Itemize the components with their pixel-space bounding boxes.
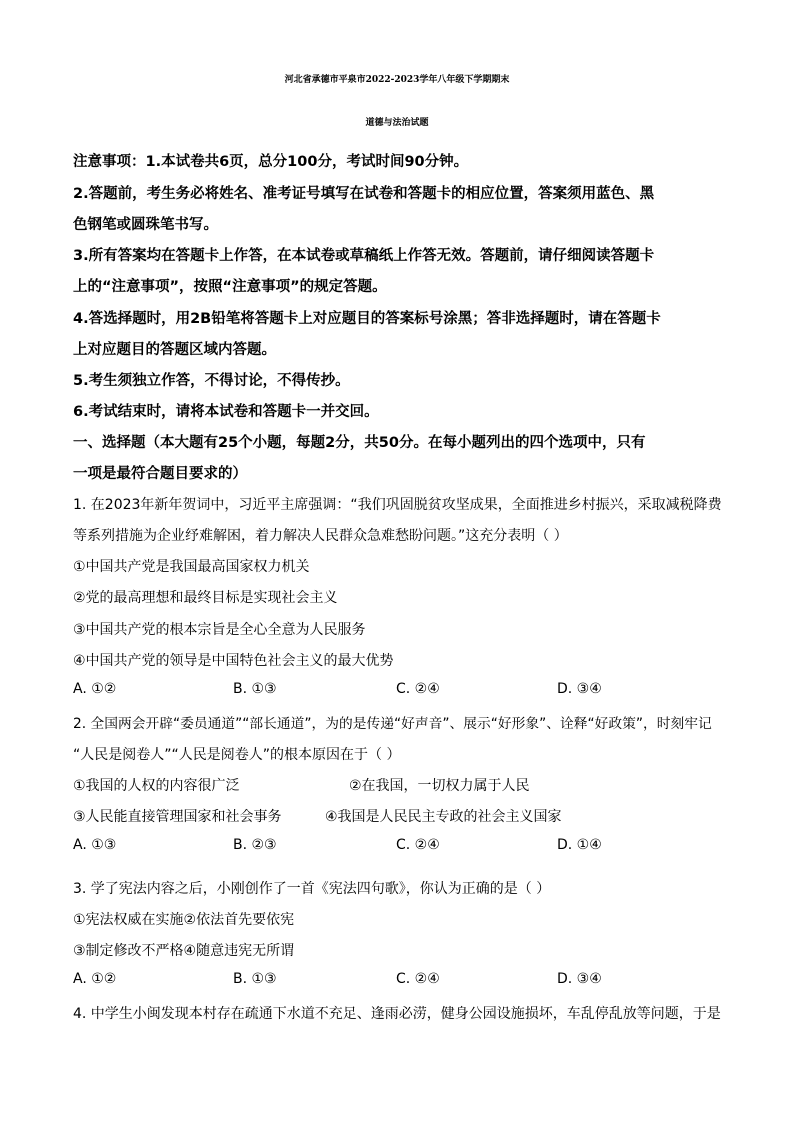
question-1-option-b: B. ①③ — [233, 681, 277, 697]
notice-line: 2.答题前，考生务必将姓名、准考证号填写在试卷和答题卡的相应位置，答案须用蓝色、黑 — [73, 186, 655, 202]
question-3-option-d: D. ③④ — [557, 971, 602, 987]
notice-line: 上对应题目的答题区域内答题。 — [73, 342, 276, 358]
exam-title: 河北省承德市平泉市2022-2023学年八年级下学期期末 — [284, 75, 510, 85]
question-3-option-c: C. ②④ — [396, 971, 440, 987]
question-1-option-d: D. ③④ — [557, 681, 602, 697]
notice-line: 6.考试结束时，请将本试卷和答题卡一并交回。 — [73, 404, 379, 420]
notice-line: 注意事项：1.本试卷共6页，总分100分，考试时间90分钟。 — [73, 154, 469, 170]
question-1-statement: ③中国共产党的根本宗旨是全心全意为人民服务 — [73, 622, 366, 638]
section-heading: 一项是最符合题目要求的） — [73, 466, 247, 482]
question-1-statement: ①中国共产党是我国最高国家权力机关 — [73, 559, 310, 575]
notice-line: 色钢笔或圆珠笔书写。 — [73, 217, 218, 233]
question-1-option-a: A. ①② — [73, 681, 117, 697]
section-heading: 一、选择题（本大题有25个小题，每题2分，共50分。在每小题列出的四个选项中，只有 — [73, 435, 646, 451]
question-2-option-a: A. ①③ — [73, 837, 117, 853]
question-1-statement: ②党的最高理想和最终目标是实现社会主义 — [73, 590, 338, 606]
question-1-stem: 等系列措施为企业纾难解困，着力解决人民群众急难愁盼问题。”这充分表明（ ） — [73, 528, 568, 544]
question-1-stem: 1. 在2023年新年贺词中，习近平主席强调：“我们巩固脱贫攻坚成果，全面推进乡村振兴，采取减税降费 — [73, 497, 722, 513]
notice-line: 上的“注意事项”，按照“注意事项”的规定答题。 — [73, 279, 387, 295]
exam-subtitle: 道德与法治试题 — [365, 118, 429, 128]
question-2-option-c: C. ②④ — [396, 837, 440, 853]
question-3-statement: ③制定修改不严格④随意违宪无所谓 — [73, 943, 295, 959]
question-2-statement: ③人民能直接管理国家和社会事务 — [73, 809, 282, 825]
question-2-statement: ④我国是人民民主专政的社会主义国家 — [325, 809, 562, 825]
question-2-statement: ①我国的人权的内容很广泛 — [73, 778, 240, 794]
notice-line: 5.考生须独立作答，不得讨论，不得传抄。 — [73, 373, 350, 389]
question-2-option-b: B. ②③ — [233, 837, 277, 853]
question-2-stem: 2. 全国两会开辟“委员通道”“部长通道”，为的是传递“好声音”、展示“好形象”、诠释“好政策”，时刻牢记 — [73, 716, 712, 732]
question-3-option-b: B. ①③ — [233, 971, 277, 987]
notice-line: 3.所有答案均在答题卡上作答，在本试卷或草稿纸上作答无效。答题前，请仔细阅读答题卡 — [73, 248, 655, 264]
question-3-option-a: A. ①② — [73, 971, 117, 987]
notice-line: 4.答选择题时，用2B铅笔将答题卡上对应题目的答案标号涂黑；答非选择题时，请在答题卡 — [73, 311, 661, 327]
question-3-stem: 3. 学了宪法内容之后，小刚创作了一首《宪法四句歌》，你认为正确的是（ ） — [73, 881, 551, 897]
question-3-statement: ①宪法权威在实施②依法首先要依宪 — [73, 912, 295, 928]
question-1-option-c: C. ②④ — [396, 681, 440, 697]
question-2-stem: “人民是阅卷人”“人民是阅卷人”的根本原因在于（ ） — [73, 747, 401, 763]
question-2-statement: ②在我国，一切权力属于人民 — [349, 778, 530, 794]
question-2-option-d: D. ①④ — [557, 837, 602, 853]
question-4-stem: 4. 中学生小闽发现本村存在疏通下水道不充足、逢雨必涝，健身公园设施损坏，车乱停乱放等问题，于是 — [73, 1006, 721, 1022]
question-1-statement: ④中国共产党的领导是中国特色社会主义的最大优势 — [73, 653, 394, 669]
